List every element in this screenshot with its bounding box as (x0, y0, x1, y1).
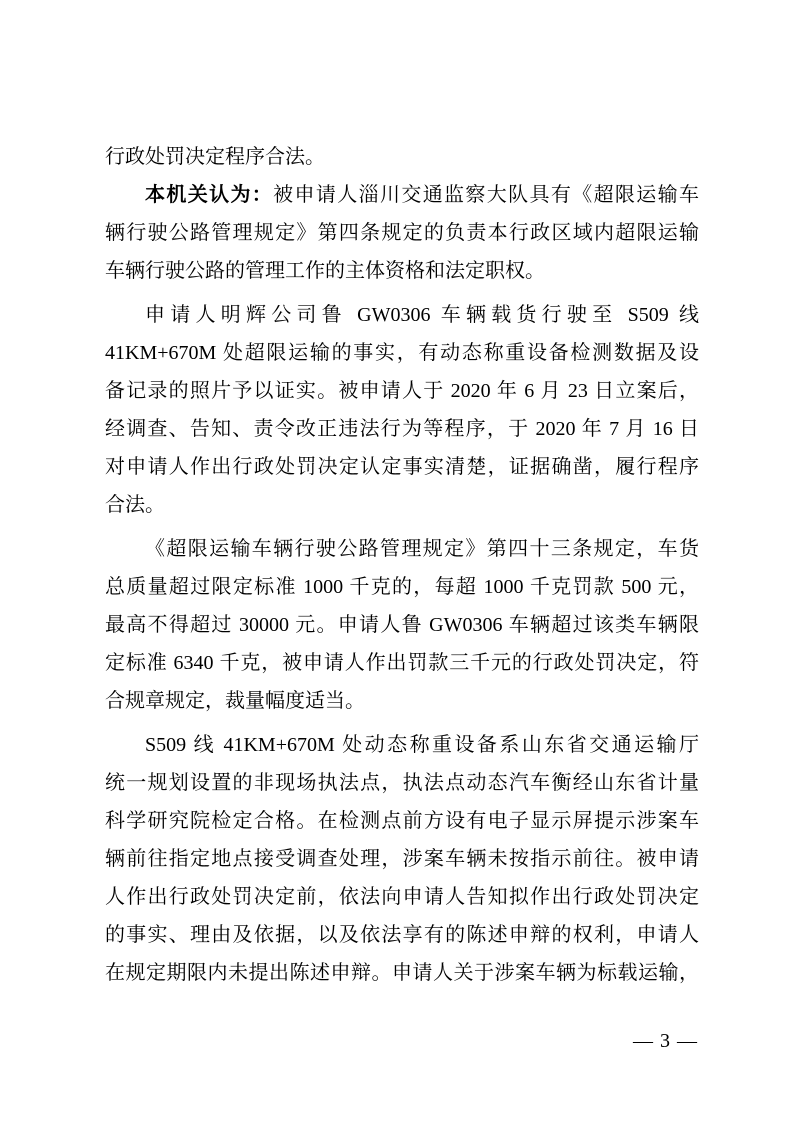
text-line: 的事实、理由及依据，以及依法享有的陈述申辩的权利，申请人 (105, 924, 699, 946)
page-number: — 3 — (633, 1030, 698, 1052)
text-line (105, 176, 699, 214)
text-line: 辆前往指定地点接受调查处理，涉案车辆未按指示前往。被申请 (105, 848, 699, 870)
text-line: S509 线 41KM+670M 处动态称重设备系山东省交通运输厅 (145, 734, 699, 756)
text-line: 合法。 (105, 494, 165, 516)
text-line: 在规定期限内未提出陈述申辩。申请人关于涉案车辆为标载运输， (105, 962, 699, 984)
text-line: 合规章规定，裁量幅度适当。 (105, 690, 365, 712)
text-line: 统一规划设置的非现场执法点，执法点动态汽车衡经山东省计量 (105, 772, 699, 794)
text-line: 总质量超过限定标准 1000 千克的，每超 1000 千克罚款 500 元， (105, 576, 699, 598)
text-line: 申请人明辉公司鲁 GW0306 车辆载货行驶至 S509 线 (145, 304, 699, 326)
text-line: 人作出行政处罚决定前，依法向申请人告知拟作出行政处罚决定 (105, 886, 699, 908)
text-line: 对申请人作出行政处罚决定认定事实清楚，证据确凿，履行程序 (105, 456, 699, 478)
text-line-rest: 被申请人淄川交通监察大队具有《超限运输车 (273, 184, 699, 206)
text-line: 车辆行驶公路的管理工作的主体资格和法定职权。 (105, 260, 545, 282)
document-body (105, 138, 699, 992)
text-line: 行政处罚决定程序合法。 (105, 146, 325, 168)
text-line: 科学研究院检定合格。在检测点前方设有电子显示屏提示涉案车 (105, 810, 699, 832)
text-line: 《超限运输车辆行驶公路管理规定》第四十三条规定，车货 (145, 538, 699, 560)
text-line: 经调查、告知、责令改正违法行为等程序，于 2020 年 7 月 16 日 (105, 418, 699, 440)
text-line: 辆行驶公路管理规定》第四条规定的负责本行政区域内超限运输 (105, 222, 699, 244)
paragraph-lead-bold: 本机关认为： (145, 184, 274, 206)
text-line: 41KM+670M 处超限运输的事实，有动态称重设备检测数据及设 (105, 342, 699, 364)
text-line: 最高不得超过 30000 元。申请人鲁 GW0306 车辆超过该类车辆限 (105, 614, 699, 636)
text-line: 备记录的照片予以证实。被申请人于 2020 年 6 月 23 日立案后， (105, 380, 699, 402)
text-line: 定标准 6340 千克，被申请人作出罚款三千元的行政处罚决定，符 (105, 652, 699, 674)
